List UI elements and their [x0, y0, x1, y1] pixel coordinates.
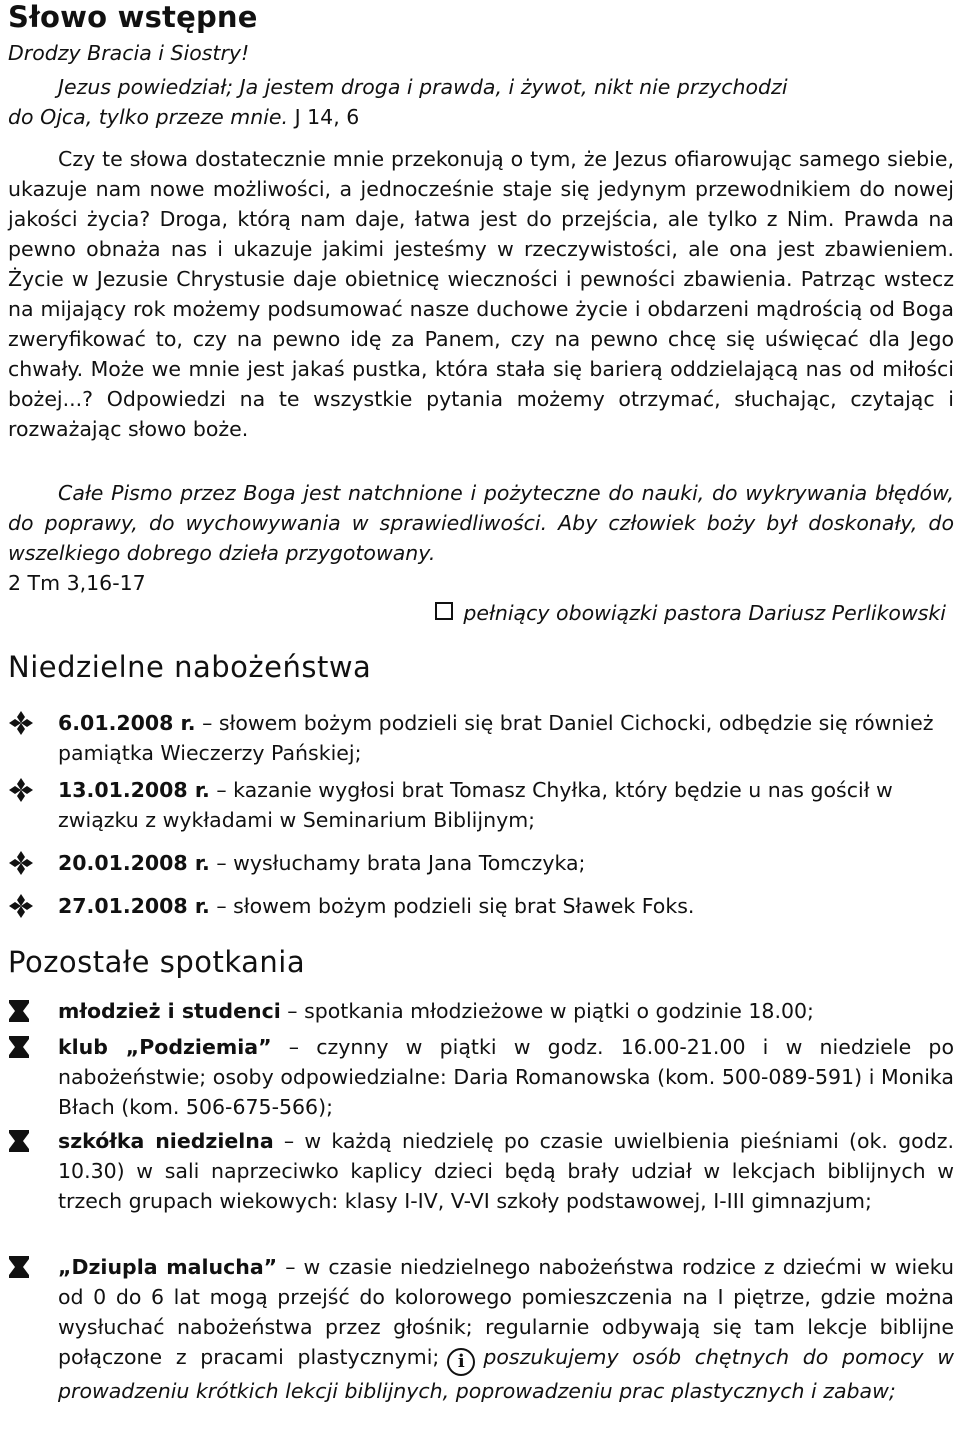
four-diamond-icon	[8, 708, 42, 738]
meeting-text	[58, 1032, 954, 1122]
service-description: – słowem bożym podzieli się brat Sławek Foks.	[209, 894, 695, 918]
service-description: – wysłuchamy brata Jana Tomczyka;	[209, 851, 586, 875]
meeting-item	[8, 1126, 954, 1216]
signature-text: pełniący obowiązki pastora Dariusz Perlikowski	[463, 601, 946, 625]
meeting-text	[58, 1126, 954, 1216]
section-title-meetings: Pozostałe spotkania	[8, 945, 306, 979]
scripture-reference: 2 Tm 3,16-17	[8, 571, 146, 595]
service-text	[58, 775, 954, 835]
four-diamond-icon	[8, 891, 42, 921]
meeting-description: – spotkania młodzieżowe w piątki o godzinie 18.00;	[280, 999, 814, 1023]
section-title-services: Niedzielne nabożeństwa	[8, 650, 372, 684]
quote-reference: J 14, 6	[288, 105, 360, 129]
intro-paragraph: Czy te słowa dostatecznie mnie przekonują o tym, że Jezus ofiarowując samego siebie, ukazuje nam nowe możliwości, a jednocześnie staje się jedynym przewodnikiem do nowej jakości życia? Droga, którą nam daje, łatwa jest do przejścia, ale tylko z Nim. Prawda na pewno obnaża nas i ukazuje jakimi jesteśmy w rzeczywistości, ale ona jest zbawieniem. Życie w Jezusie Chrystusie daje obietnicę wieczności i pewności zbawienia. Patrząc wstecz na mijający rok możemy podsumować nasze duchowe życie i obdarzeni mądrością od Boga zweryfikować to, czy na pewno idę za Panem, czy na pewno chcę się uświęcać dla Jego chwały. Może we mnie jest jakaś pustka, która stała się barierą oddzielającą nas od miłości bożej...? Odpowiedzi na te wszystkie pytania możemy otrzymać, słuchając, czytając i rozważając słowo boże.	[8, 147, 954, 441]
signature	[8, 598, 946, 628]
meeting-item	[8, 1032, 954, 1122]
meeting-name: młodzież i studenci	[58, 999, 281, 1023]
greeting: Drodzy Bracia i Siostry!	[8, 41, 250, 65]
meeting-description: – czynny w piątki w godz. 16.00-21.00 i w niedziele po nabożeństwie; osoby odpowiedzialne: Daria Romanowska (kom. 500-089-591) i Monika Błach (kom. 506-675-566);	[58, 1035, 954, 1119]
quote-line-1: Jezus powiedział; Ja jestem droga i prawda, i żywot, nikt nie przychodzi	[58, 75, 788, 99]
service-description: – kazanie wygłosi brat Tomasz Chyłka, który będzie u nas gościł w związku z wykładami w Seminarium Biblijnym;	[58, 778, 893, 832]
meeting-name: „Dziupla malucha”	[58, 1255, 278, 1279]
meeting-text	[58, 1252, 954, 1406]
meeting-text	[58, 996, 954, 1026]
hourglass-icon	[8, 1032, 42, 1062]
service-date: 20.01.2008 r.	[58, 851, 210, 875]
service-description: – słowem bożym podzieli się brat Daniel Cichocki, odbędzie się również pamiątka Wieczerzy Pańskiej;	[58, 711, 934, 765]
meeting-name: klub „Podziemia”	[58, 1035, 272, 1059]
meeting-note: poszukujemy osób chętnych do pomocy w prowadzeniu krótkich lekcji biblijnych, poprowadzeniu prac plastycznych i zabaw;	[58, 1345, 954, 1403]
meeting-item	[8, 996, 954, 1026]
service-item	[8, 848, 954, 878]
section-title-intro: Słowo wstępne	[8, 0, 258, 34]
meeting-description: – w czasie niedzielnego nabożeństwa rodzice z dziećmi w wieku od 0 do 6 lat mogą przejść do kolorowego pomieszczenia na I piętrze, gdzie można wysłuchać nabożeństwa przez głośnik; regularnie odbywają się tam lekcje biblijne połączone z pracami plastycznymi;	[58, 1255, 954, 1369]
opening-quote	[8, 72, 954, 132]
service-date: 27.01.2008 r.	[58, 894, 210, 918]
hourglass-icon	[8, 996, 42, 1026]
checkbox-icon	[435, 602, 453, 620]
service-item	[8, 775, 954, 835]
service-date: 13.01.2008 r.	[58, 778, 210, 802]
meeting-description: – w każdą niedzielę po czasie uwielbienia pieśniami (ok. godz. 10.30) w sali naprzeciwko kaplicy dzieci będą brały udział w lekcjach biblijnych w trzech grupach wiekowych: klasy I-IV, V-VI szkoły podstawowej, I-III gimnazjum;	[58, 1129, 954, 1213]
service-date: 6.01.2008 r.	[58, 711, 196, 735]
service-text	[58, 848, 954, 878]
scripture-quote: Całe Pismo przez Boga jest natchnione i pożyteczne do nauki, do wykrywania błędów, do poprawy, do wychowywania w sprawiedliwości. Aby człowiek boży był doskonały, do wszelkiego dobrego dzieła przygotowany.	[8, 481, 954, 565]
meeting-name: szkółka niedzielna	[58, 1129, 274, 1153]
info-icon: i	[447, 1348, 475, 1376]
service-item	[8, 708, 954, 768]
hourglass-icon	[8, 1126, 42, 1156]
service-item	[8, 891, 954, 921]
meeting-item	[8, 1252, 954, 1406]
four-diamond-icon	[8, 775, 42, 805]
hourglass-icon	[8, 1252, 42, 1282]
four-diamond-icon	[8, 848, 42, 878]
service-text	[58, 708, 954, 768]
service-text	[58, 891, 954, 921]
quote-line-2: do Ojca, tylko przeze mnie.	[8, 105, 289, 129]
